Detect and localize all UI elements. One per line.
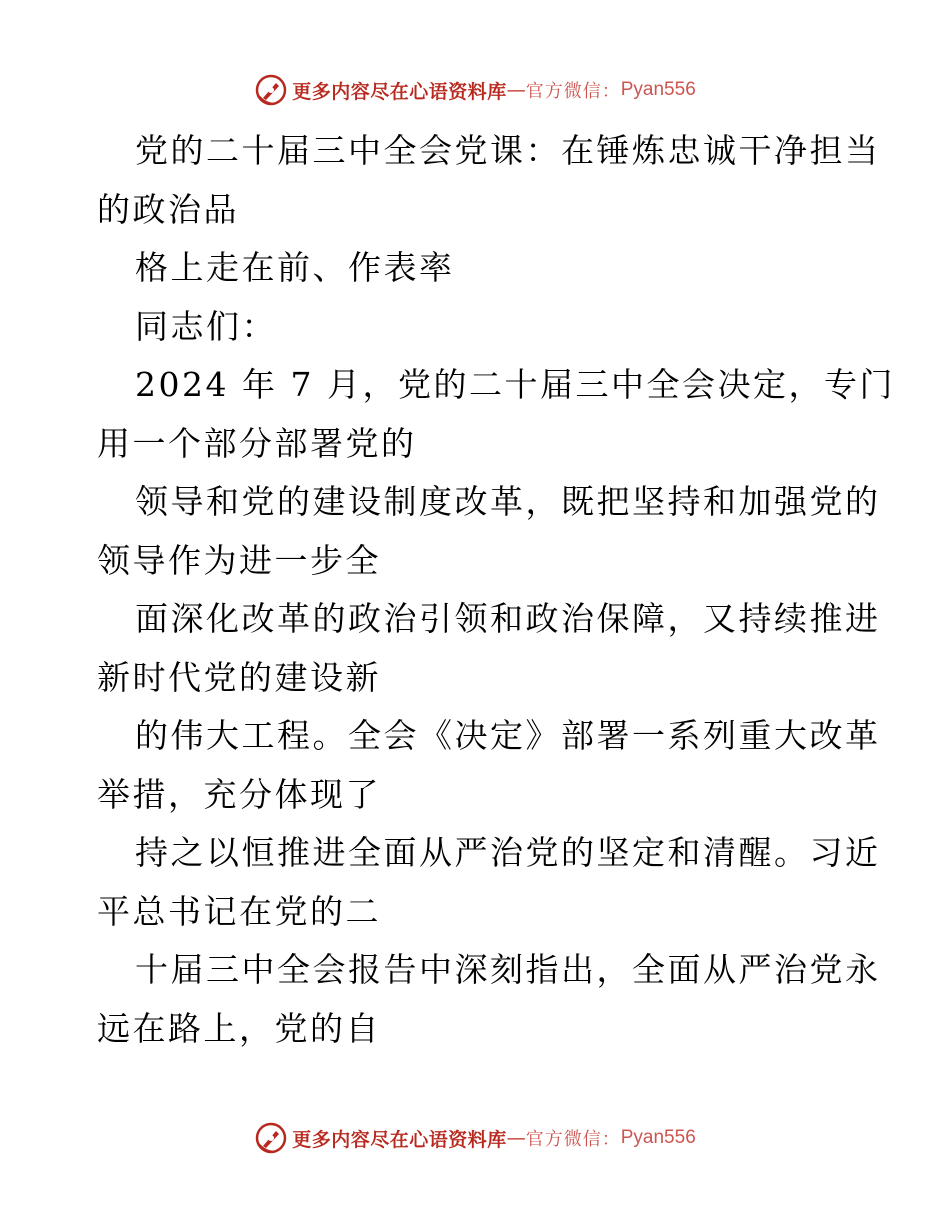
banner-dash: — bbox=[506, 1127, 526, 1149]
doc-line: 新时代党的建设新 bbox=[97, 657, 381, 697]
banner-dash: — bbox=[506, 79, 526, 101]
doc-line: 的政治品 bbox=[97, 189, 239, 229]
footer-banner bbox=[0, 1118, 950, 1158]
banner-wechat-label: 官方微信： bbox=[525, 1129, 621, 1150]
doc-line: 同志们： bbox=[135, 306, 277, 346]
doc-line: 远在路上，党的自 bbox=[97, 1008, 381, 1048]
doc-line: 领导作为进一步全 bbox=[97, 540, 381, 580]
banner-brand-text: 更多内容尽在心语资料库 bbox=[292, 1128, 507, 1151]
header-banner bbox=[0, 70, 950, 110]
doc-line: 举措，充分体现了 bbox=[97, 774, 381, 814]
doc-line: 用一个部分部署党的 bbox=[97, 423, 417, 463]
document-body bbox=[97, 122, 895, 1058]
doc-line: 平总书记在党的二 bbox=[97, 891, 381, 931]
pen-logo-icon bbox=[254, 73, 288, 107]
banner-wechat-label: 官方微信： bbox=[525, 81, 621, 102]
banner-brand-text: 更多内容尽在心语资料库 bbox=[292, 80, 507, 103]
banner-wechat-id: Pyan556 bbox=[620, 79, 696, 100]
doc-line: 面深化改革的政治引领和政治保障，又持续推进 bbox=[135, 599, 881, 638]
doc-line: 的伟大工程。全会《决定》部署一系列重大改革 bbox=[135, 716, 881, 755]
banner-wechat-id: Pyan556 bbox=[620, 1127, 696, 1148]
doc-line: 党的二十届三中全会党课：在锤炼忠诚干净担当 bbox=[135, 131, 881, 170]
doc-line: 持之以恒推进全面从严治党的坚定和清醒。习近 bbox=[135, 833, 881, 872]
doc-line: 2024 年 7 月，党的二十届三中全会决定，专门 bbox=[135, 365, 895, 404]
pen-logo-icon bbox=[254, 1121, 288, 1155]
doc-line: 十届三中全会报告中深刻指出，全面从严治党永 bbox=[135, 950, 881, 989]
doc-line: 领导和党的建设制度改革，既把坚持和加强党的 bbox=[135, 482, 881, 521]
doc-line: 格上走在前、作表率 bbox=[135, 248, 455, 287]
